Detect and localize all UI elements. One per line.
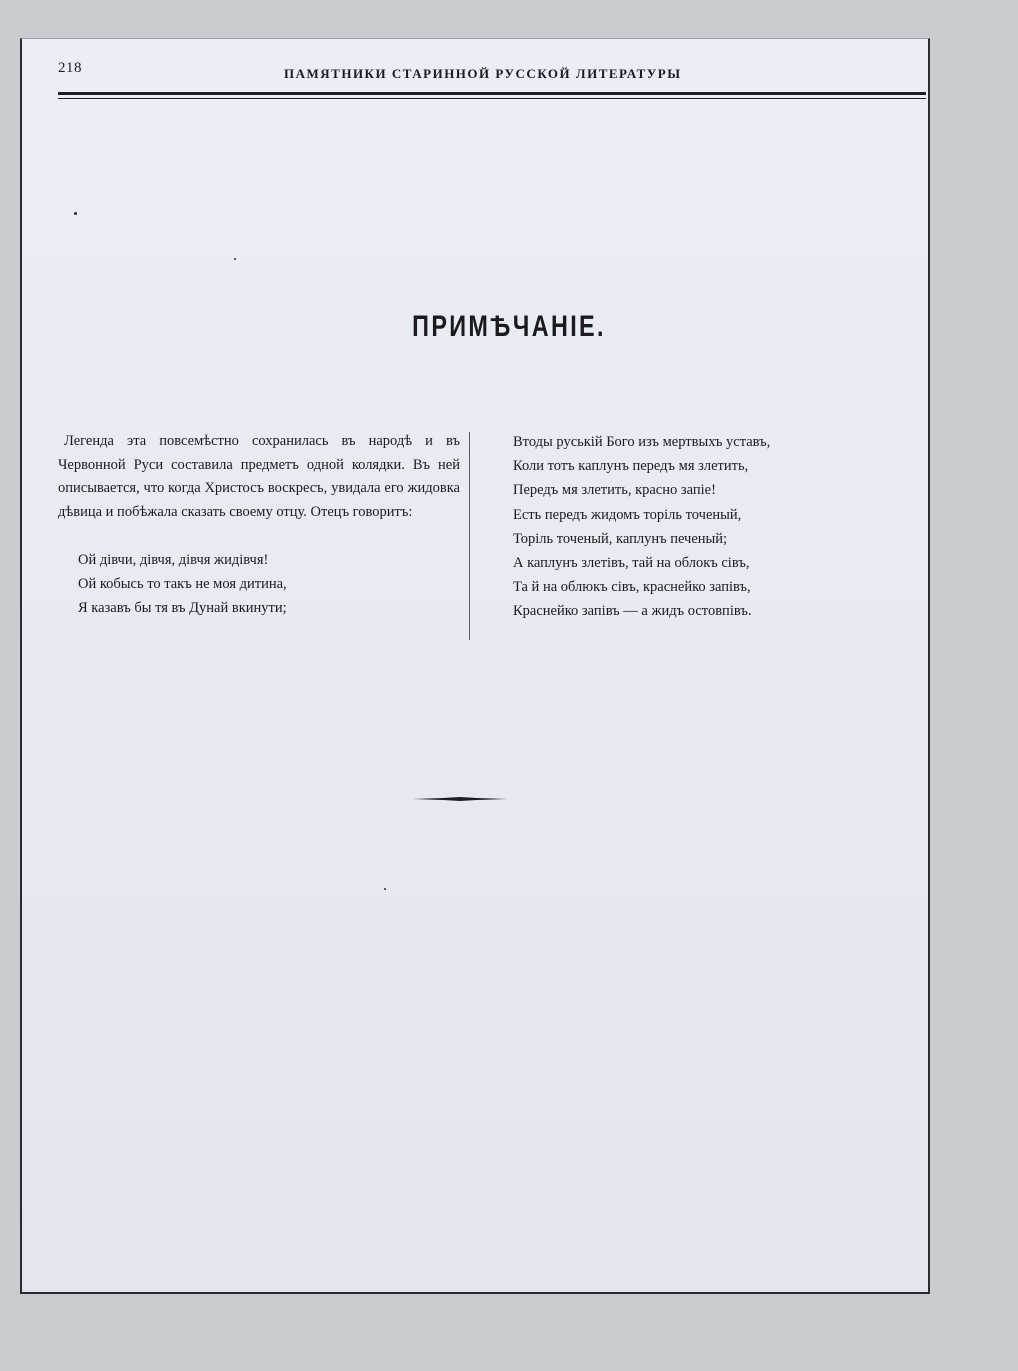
verse-line: Втоды руській Бого изъ мертвыхъ уставъ, — [513, 434, 771, 450]
header-rule-thin — [58, 98, 926, 99]
verse-line: Краснейко запівъ — а жидъ остовпівъ. — [513, 603, 752, 620]
column-divider — [469, 432, 470, 640]
verse-line: А каплунъ злетівъ, тай на облокъ сівъ, — [513, 555, 750, 572]
left-column — [58, 430, 460, 620]
book-page — [20, 38, 930, 1294]
ink-speck — [384, 888, 386, 890]
verse-line: Ой дівчи, дівчя, дівчя жидівчя! — [78, 552, 269, 569]
right-column — [513, 430, 923, 624]
section-title: ПРИМѢЧАНIЕ. — [412, 310, 606, 343]
running-head: ПАМЯТНИКИ СТАРИННОЙ РУССКОЙ ЛИТЕРАТУРЫ — [284, 66, 682, 81]
verse-line: Та й на облюкъ сівъ, краснейко запівъ, — [513, 579, 751, 596]
verse-line: Передъ мя злетить, красно запіе! — [513, 482, 716, 499]
verse-line: Я казавъ бы тя въ Дунай вкинути; — [78, 600, 287, 617]
verse-block-left — [58, 548, 460, 620]
verse-line: Ой кобысь то такъ не моя дитина, — [78, 576, 287, 593]
header-rule — [58, 92, 926, 95]
ink-speck — [234, 258, 236, 260]
verse-line: Есть передъ жидомъ торіль точеный, — [513, 506, 742, 523]
end-ornament — [413, 796, 507, 802]
verse-line: Коли тотъ каплунъ передъ мя злетить, — [513, 458, 749, 475]
ink-speck — [74, 212, 77, 215]
verse-line: Торіль точеный, каплунъ печеный; — [513, 530, 728, 547]
page-number: 218 — [58, 60, 82, 76]
note-paragraph: Легенда эта повсемѣстно сохранилась въ народѣ и въ Червонной Руси составила предметъ одной колядки. Въ ней описывается, что когда Христосъ воскресъ, увидала его жидовка дѣвица и побѣжала сказать своему отцу. Отецъ говоритъ: — [58, 433, 460, 520]
